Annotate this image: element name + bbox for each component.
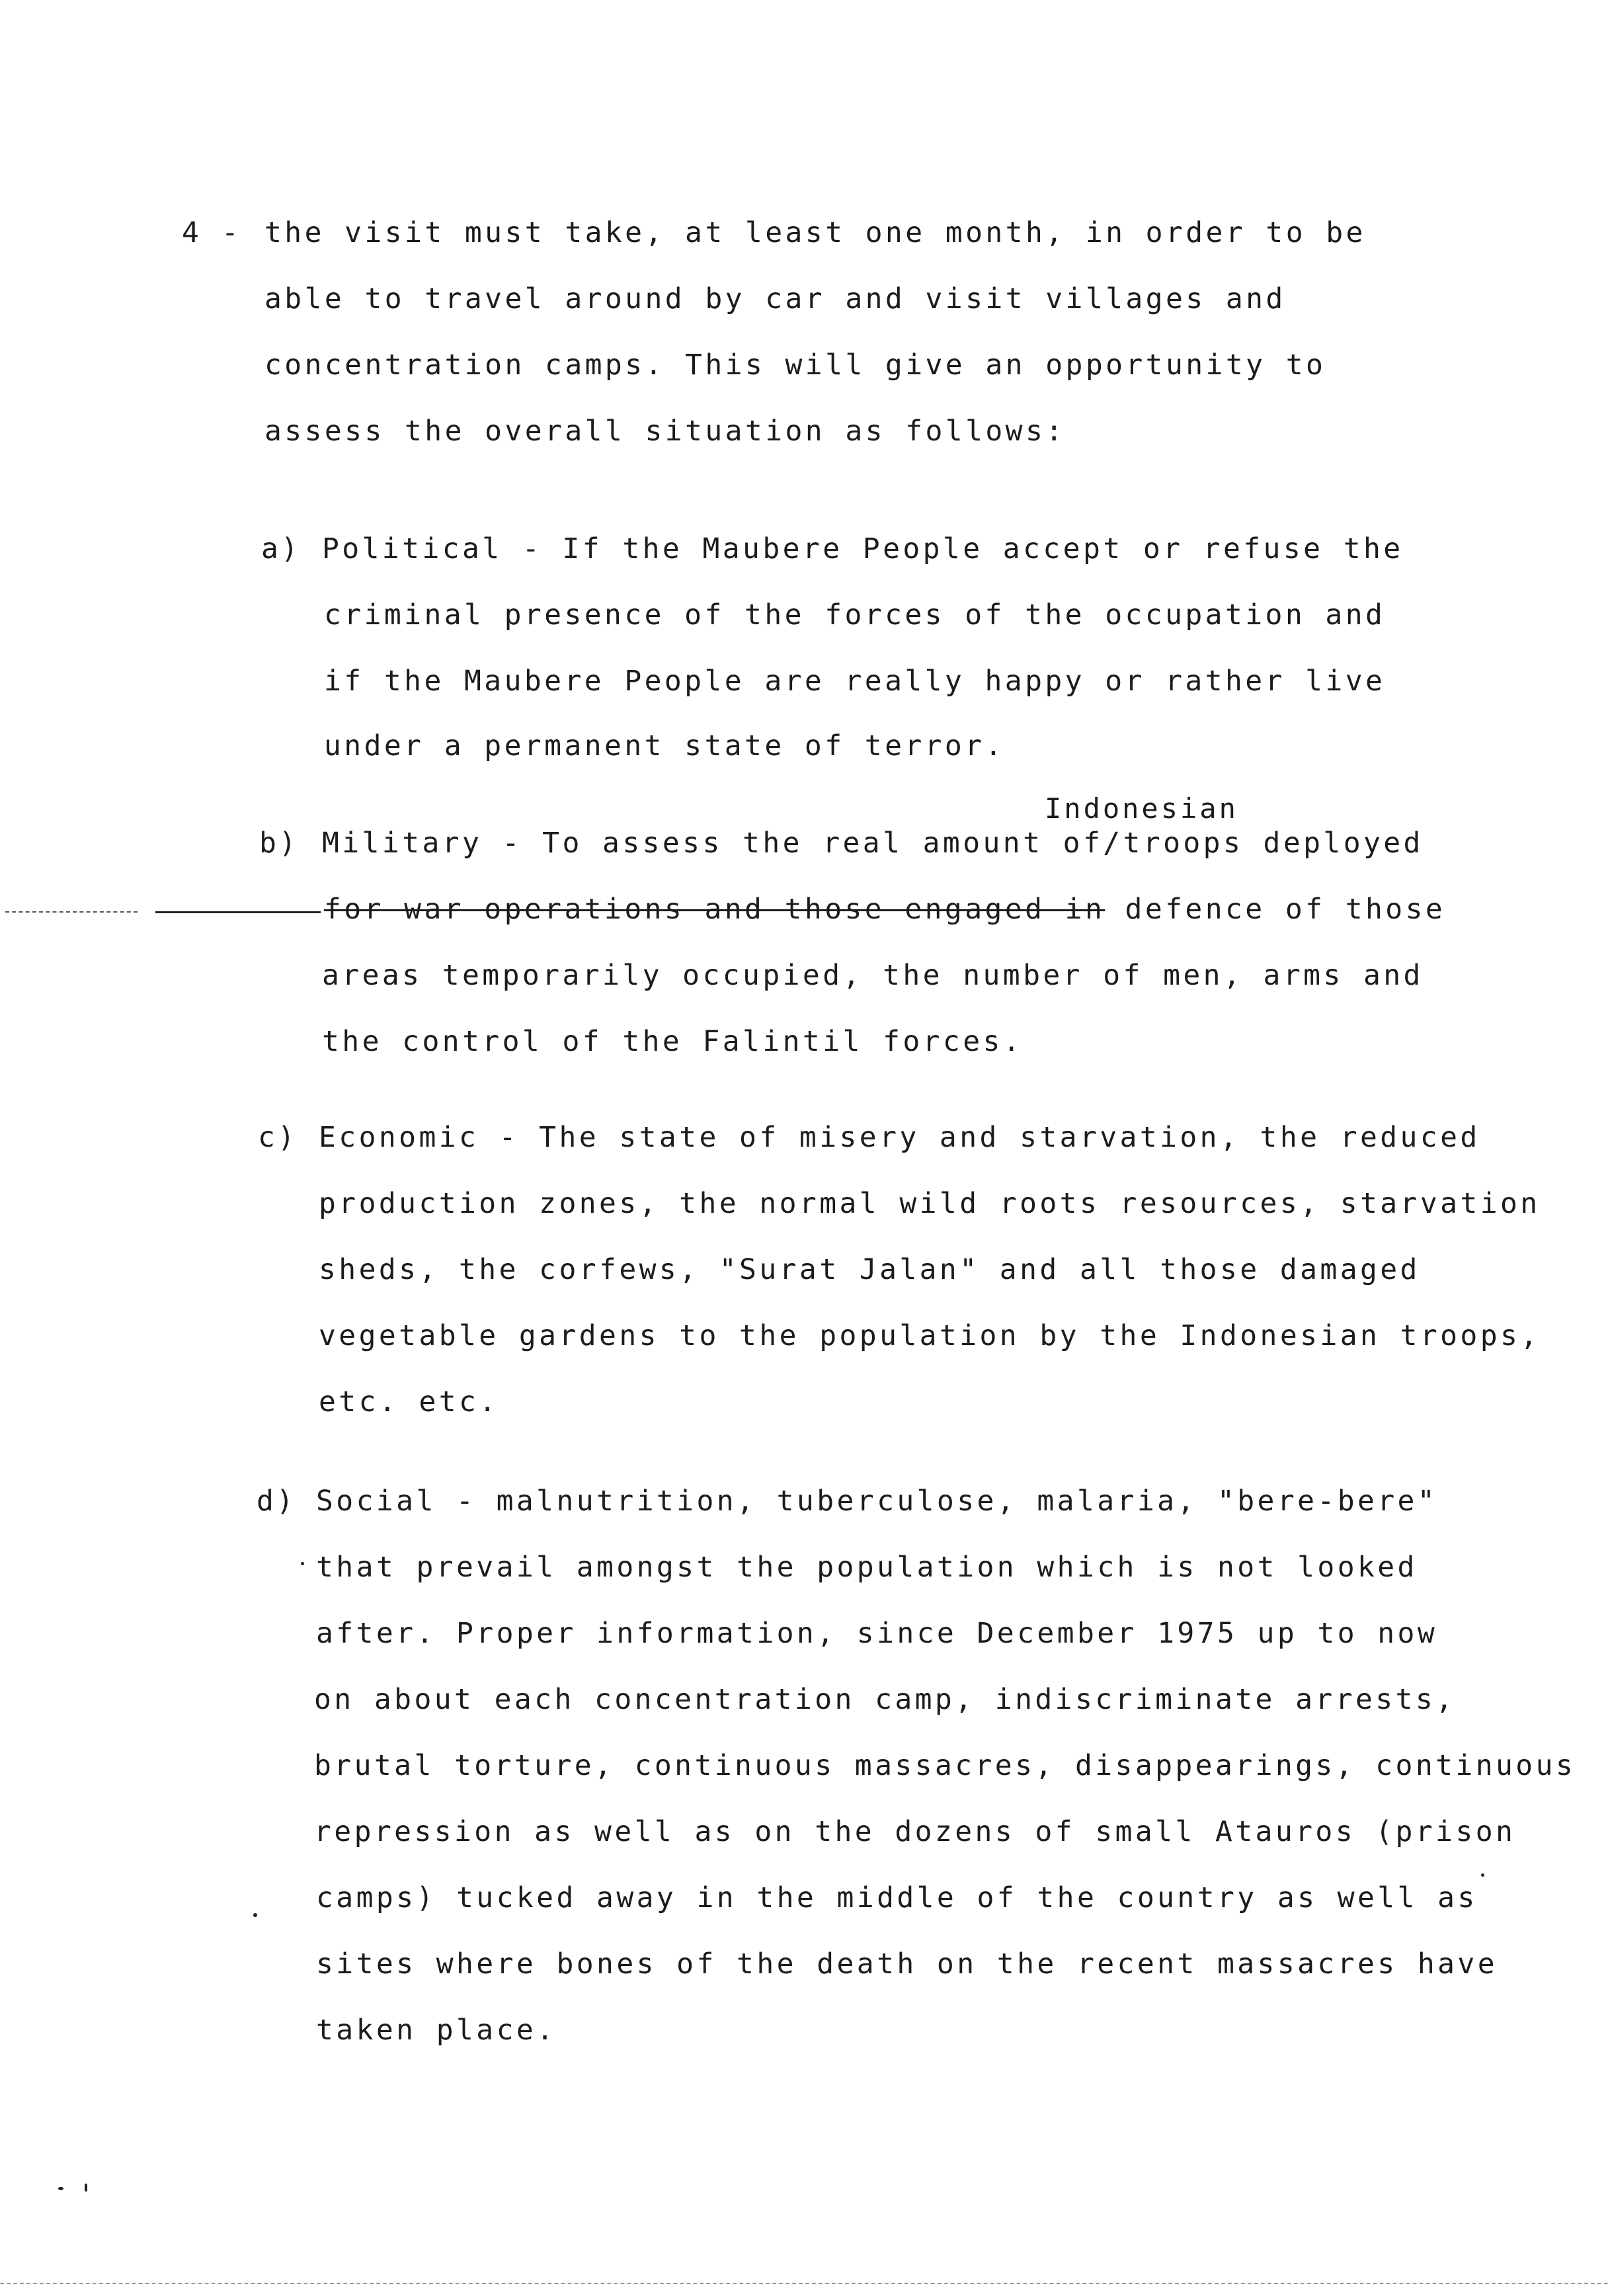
margin-dashed-rule bbox=[5, 911, 138, 913]
item-c-line-2: production zones, the normal wild roots resources, starvation bbox=[319, 1187, 1541, 1220]
section-line-1: the visit must take, at least one month, in order to be bbox=[264, 216, 1366, 249]
item-a-line-3: if the Maubere People are really happy or rather live bbox=[324, 665, 1386, 698]
item-d-line-9: taken place. bbox=[316, 2014, 557, 2047]
item-c-line-5: etc. etc. bbox=[319, 1385, 499, 1418]
item-a-line-1: Political - If the Maubere People accept or refuse the bbox=[322, 532, 1404, 565]
item-d-line-8: sites where bones of the death on the recent massacres have bbox=[316, 1948, 1498, 1981]
section-line-2: able to travel around by car and visit villages and bbox=[264, 282, 1286, 315]
section-line-4: assess the overall situation as follows: bbox=[264, 415, 1066, 448]
scan-speck bbox=[1481, 1873, 1484, 1877]
item-d-line-2: that prevail amongst the population which is not looked bbox=[316, 1551, 1418, 1584]
item-c-line-1: Economic - The state of misery and starvation, the reduced bbox=[319, 1121, 1480, 1154]
section-number: 4 bbox=[182, 216, 202, 249]
item-d-label: d) bbox=[257, 1485, 296, 1518]
item-b-line-3: areas temporarily occupied, the number of men, arms and bbox=[322, 959, 1424, 992]
item-c-label: c) bbox=[258, 1121, 298, 1154]
item-b-line-1: Military - To assess the real amount of/troops deployed bbox=[322, 827, 1424, 860]
section-line-3: concentration camps. This will give an opportunity to bbox=[264, 348, 1326, 382]
item-d-line-4: on about each concentration camp, indiscriminate arrests, bbox=[314, 1683, 1456, 1716]
section-dash: - bbox=[221, 216, 241, 249]
item-c-line-3: sheds, the corfews, "Surat Jalan" and all those damaged bbox=[319, 1253, 1420, 1286]
scan-speck bbox=[253, 1913, 257, 1917]
item-b-label: b) bbox=[259, 827, 299, 860]
item-b-line-2 bbox=[324, 889, 1445, 929]
item-a-label: a) bbox=[261, 532, 301, 565]
item-b-insertion: Indonesian bbox=[1045, 792, 1238, 825]
scan-speck bbox=[85, 2184, 87, 2192]
margin-pen-line bbox=[155, 911, 321, 913]
item-c-line-4: vegetable gardens to the population by the Indonesian troops, bbox=[319, 1319, 1541, 1352]
item-d-line-3: after. Proper information, since December 1975 up to now bbox=[316, 1617, 1438, 1650]
scan-speck bbox=[301, 1562, 304, 1565]
item-b-struck-text: for war operations and those engaged in bbox=[324, 893, 1106, 926]
item-b-line-2-rest: defence of those bbox=[1105, 893, 1446, 926]
item-a-line-2: criminal presence of the forces of the occupation and bbox=[324, 598, 1386, 632]
item-d-line-6: repression as well as on the dozens of small Atauros (prison bbox=[314, 1815, 1516, 1848]
item-d-line-1: Social - malnutrition, tuberculose, malaria, "bere-bere" bbox=[316, 1485, 1438, 1518]
page-bottom-edge bbox=[0, 2283, 1608, 2284]
item-a-line-4: under a permanent state of terror. bbox=[324, 729, 1005, 762]
item-d-line-5: brutal torture, continuous massacres, disappearings, continuous bbox=[314, 1749, 1576, 1782]
item-d-line-7: camps) tucked away in the middle of the country as well as bbox=[316, 1881, 1478, 1914]
item-b-line-4: the control of the Falintil forces. bbox=[322, 1025, 1024, 1058]
scan-speck bbox=[58, 2187, 63, 2190]
